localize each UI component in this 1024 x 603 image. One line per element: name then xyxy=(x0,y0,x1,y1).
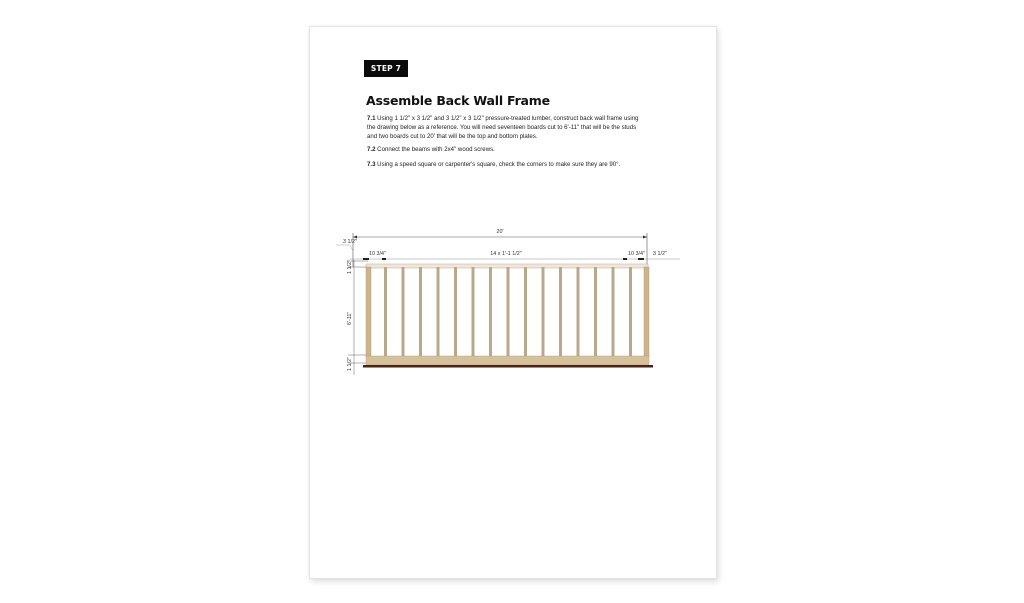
right-end-spacing-label: 10 3/4" xyxy=(628,251,645,257)
step-badge: STEP 7 xyxy=(364,60,408,77)
wall-frame-drawing xyxy=(310,27,716,578)
instruction-text: Using 1 1/2" x 3 1/2" and 3 1/2" x 3 1/2" pressure-treated lumber, construct back wall frame using the drawing below as a reference. You will need seventeen boards cut to 6'-11" that will be the studs and two boards cut to 20' that will be the top and bottom plates. xyxy=(367,115,639,140)
overall-width-label: 20' xyxy=(496,229,504,235)
instruction-number: 7.1 xyxy=(367,115,376,122)
instruction-number: 7.3 xyxy=(367,161,376,168)
foundation-strip xyxy=(363,365,653,368)
studs xyxy=(366,267,649,357)
left-offset-label: 3 1/2" xyxy=(343,239,357,245)
top-plate-label: 1 1/2" xyxy=(347,260,353,274)
instruction-text: Connect the beams with 2x4" wood screws. xyxy=(375,146,495,153)
left-end-spacing-label: 10 3/4" xyxy=(369,251,386,257)
instruction-text: Using a speed square or carpenter's square, check the corners to make sure they are 90°. xyxy=(375,161,621,168)
overall-dimension xyxy=(353,233,647,267)
instruction-number: 7.2 xyxy=(367,146,376,153)
right-offset-label: 3 1/2" xyxy=(653,251,667,257)
stud-spacing-label: 14 x 1'-1 1/2" xyxy=(490,251,522,257)
bottom-plate xyxy=(366,356,649,365)
bottom-plate-label: 1 1/2" xyxy=(347,357,353,371)
document-page xyxy=(309,26,717,579)
section-title: Assemble Back Wall Frame xyxy=(366,93,550,108)
stud-height-label: 6'-11" xyxy=(347,311,353,325)
